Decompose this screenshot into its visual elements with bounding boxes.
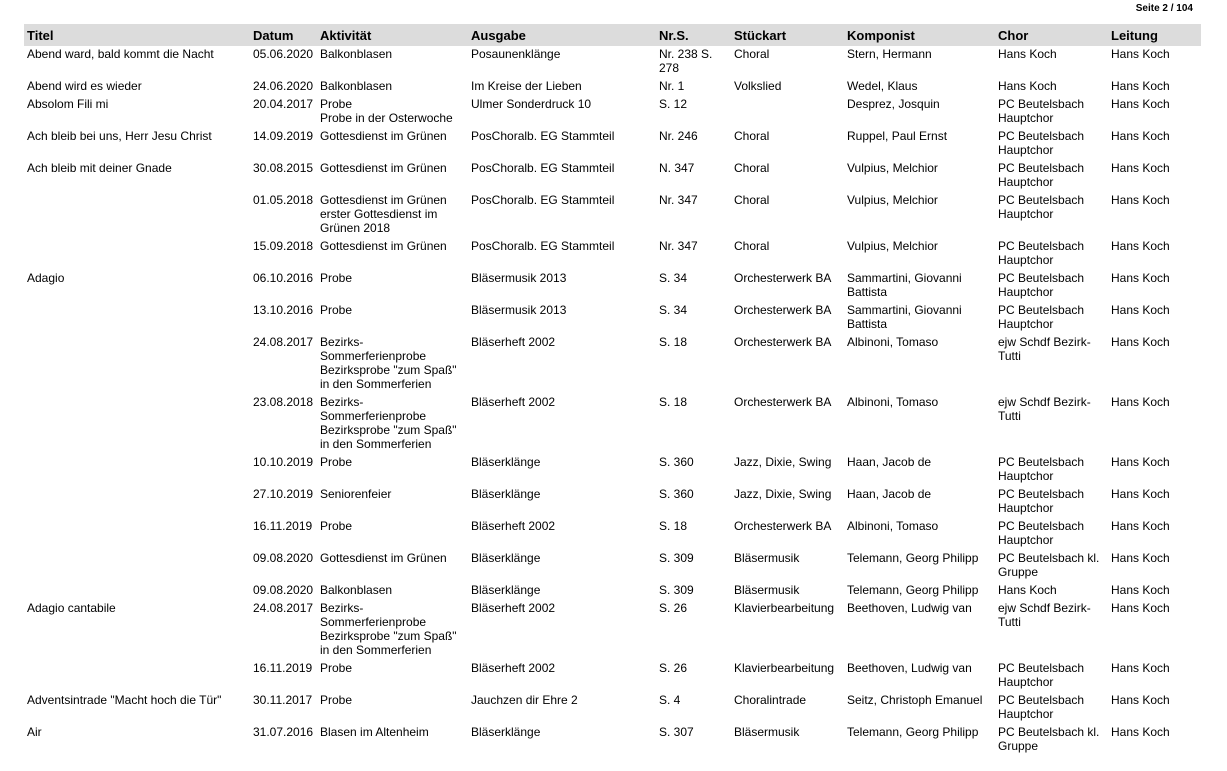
cell-leitung: Hans Koch bbox=[1111, 239, 1170, 253]
table-row[interactable] bbox=[24, 79, 1201, 97]
cell-ausgabe: PosChoralb. EG Stammteil bbox=[471, 161, 615, 175]
table-row[interactable] bbox=[24, 455, 1201, 487]
cell-nr-s: S. 360 bbox=[659, 487, 694, 501]
table-row[interactable] bbox=[24, 161, 1201, 193]
column-header-chor[interactable]: Chor bbox=[995, 24, 1108, 46]
cell-stueckart: Orchesterwerk BA bbox=[734, 271, 832, 285]
cell-ausgabe: Bläserklänge bbox=[471, 583, 541, 597]
cell-stueckart: Choralintrade bbox=[734, 693, 807, 707]
cell-titel: Adagio bbox=[27, 271, 65, 285]
column-header-stueckart[interactable]: Stückart bbox=[731, 24, 844, 46]
cell-leitung: Hans Koch bbox=[1111, 661, 1170, 675]
cell-ausgabe: Bläserklänge bbox=[471, 551, 541, 565]
cell-titel: Abend wird es wieder bbox=[27, 79, 142, 93]
table-header-row bbox=[24, 24, 1201, 46]
cell-leitung: Hans Koch bbox=[1111, 271, 1170, 285]
cell-stueckart: Klavierbearbeitung bbox=[734, 601, 835, 615]
cell-datum: 20.04.2017 bbox=[253, 97, 314, 111]
table-row[interactable] bbox=[24, 303, 1201, 335]
cell-titel bbox=[24, 661, 250, 693]
cell-nr-s: S. 34 bbox=[659, 303, 688, 317]
cell-chor: PC Beutelsbach Hauptchor bbox=[998, 661, 1085, 689]
cell-stueckart: Bläsermusik bbox=[734, 583, 800, 597]
cell-titel: Adventsintrade "Macht hoch die Tür" bbox=[27, 693, 222, 707]
cell-aktivitaet: Balkonblasen bbox=[320, 79, 393, 93]
cell-aktivitaet: Probe bbox=[320, 693, 353, 707]
cell-aktivitaet: Probe bbox=[320, 455, 353, 469]
cell-chor: PC Beutelsbach Hauptchor bbox=[998, 519, 1085, 547]
cell-ausgabe: Jauchzen dir Ehre 2 bbox=[471, 693, 578, 707]
cell-leitung: Hans Koch bbox=[1111, 161, 1170, 175]
cell-datum: 16.11.2019 bbox=[253, 519, 313, 533]
cell-datum: 09.08.2020 bbox=[253, 583, 314, 597]
table-row[interactable] bbox=[24, 693, 1201, 725]
cell-aktivitaet: Bezirks- Sommerferienprobe Bezirksprobe "zum Spaß" in den Sommerferien bbox=[320, 335, 457, 391]
cell-ausgabe: Posaunenklänge bbox=[471, 47, 561, 61]
cell-komponist: Beethoven, Ludwig van bbox=[847, 661, 972, 675]
cell-nr-s: S. 4 bbox=[659, 693, 681, 707]
cell-stueckart: Orchesterwerk BA bbox=[734, 335, 832, 349]
cell-stueckart: Choral bbox=[734, 161, 770, 175]
table-row[interactable] bbox=[24, 487, 1201, 519]
cell-komponist: Sammartini, Giovanni Battista bbox=[847, 303, 962, 331]
cell-aktivitaet: Bezirks- Sommerferienprobe Bezirksprobe "zum Spaß" in den Sommerferien bbox=[320, 395, 457, 451]
column-header-ausgabe[interactable]: Ausgabe bbox=[468, 24, 656, 46]
table-row[interactable] bbox=[24, 661, 1201, 693]
cell-komponist: Haan, Jacob de bbox=[847, 487, 932, 501]
cell-stueckart: Orchesterwerk BA bbox=[734, 519, 832, 533]
cell-chor: PC Beutelsbach kl. Gruppe bbox=[998, 551, 1100, 579]
cell-komponist: Vulpius, Melchior bbox=[847, 193, 938, 207]
cell-leitung: Hans Koch bbox=[1111, 693, 1170, 707]
cell-titel bbox=[24, 303, 250, 335]
column-header-leitung[interactable]: Leitung bbox=[1108, 24, 1201, 46]
cell-stueckart: Volkslied bbox=[734, 79, 782, 93]
cell-leitung: Hans Koch bbox=[1111, 193, 1170, 207]
cell-nr-s: S. 18 bbox=[659, 335, 688, 349]
cell-nr-s: Nr. 238 S. 278 bbox=[659, 47, 713, 75]
cell-leitung: Hans Koch bbox=[1111, 519, 1170, 533]
cell-titel: Abend ward, bald kommt die Nacht bbox=[27, 47, 214, 61]
cell-leitung: Hans Koch bbox=[1111, 97, 1170, 111]
cell-datum: 05.06.2020 bbox=[253, 47, 314, 61]
cell-ausgabe: PosChoralb. EG Stammteil bbox=[471, 193, 615, 207]
cell-titel: Adagio cantabile bbox=[27, 601, 116, 615]
cell-nr-s: S. 360 bbox=[659, 455, 694, 469]
cell-datum: 13.10.2016 bbox=[253, 303, 314, 317]
cell-chor: PC Beutelsbach Hauptchor bbox=[998, 693, 1085, 721]
cell-nr-s: S. 26 bbox=[659, 661, 688, 675]
cell-aktivitaet: Gottesdienst im Grünen bbox=[320, 551, 447, 565]
cell-chor: PC Beutelsbach Hauptchor bbox=[998, 239, 1085, 267]
cell-chor: PC Beutelsbach Hauptchor bbox=[998, 455, 1085, 483]
table-row[interactable] bbox=[24, 551, 1201, 583]
cell-datum: 30.11.2017 bbox=[253, 693, 313, 707]
cell-aktivitaet: Probe bbox=[320, 271, 353, 285]
cell-stueckart: Orchesterwerk BA bbox=[734, 303, 832, 317]
cell-chor: PC Beutelsbach Hauptchor bbox=[998, 487, 1085, 515]
cell-leitung: Hans Koch bbox=[1111, 551, 1170, 565]
cell-ausgabe: Bläserheft 2002 bbox=[471, 335, 556, 349]
cell-komponist: Vulpius, Melchior bbox=[847, 239, 938, 253]
cell-ausgabe: Bläserklänge bbox=[471, 487, 541, 501]
cell-titel bbox=[24, 583, 250, 601]
cell-leitung: Hans Koch bbox=[1111, 455, 1170, 469]
cell-leitung: Hans Koch bbox=[1111, 47, 1170, 61]
cell-leitung: Hans Koch bbox=[1111, 725, 1170, 739]
table-row[interactable] bbox=[24, 193, 1201, 239]
table-row[interactable] bbox=[24, 239, 1201, 271]
cell-leitung: Hans Koch bbox=[1111, 601, 1170, 615]
cell-aktivitaet: Seniorenfeier bbox=[320, 487, 392, 501]
column-header-datum[interactable]: Datum bbox=[250, 24, 317, 46]
cell-nr-s: N. 347 bbox=[659, 161, 695, 175]
cell-chor: PC Beutelsbach Hauptchor bbox=[998, 129, 1085, 157]
cell-datum: 24.08.2017 bbox=[253, 335, 314, 349]
cell-leitung: Hans Koch bbox=[1111, 487, 1170, 501]
cell-nr-s: S. 309 bbox=[659, 583, 694, 597]
cell-datum: 16.11.2019 bbox=[253, 661, 313, 675]
cell-chor: PC Beutelsbach Hauptchor bbox=[998, 193, 1085, 221]
cell-stueckart: Choral bbox=[734, 47, 770, 61]
table-row[interactable] bbox=[24, 97, 1201, 129]
cell-leitung: Hans Koch bbox=[1111, 335, 1170, 349]
cell-aktivitaet: Balkonblasen bbox=[320, 47, 393, 61]
cell-komponist: Stern, Hermann bbox=[847, 47, 932, 61]
cell-ausgabe: Bläsermusik 2013 bbox=[471, 271, 567, 285]
cell-titel bbox=[24, 551, 250, 583]
cell-ausgabe: Im Kreise der Lieben bbox=[471, 79, 582, 93]
cell-chor: ejw Schdf Bezirk- Tutti bbox=[998, 601, 1091, 629]
cell-stueckart: Orchesterwerk BA bbox=[734, 395, 832, 409]
cell-komponist: Seitz, Christoph Emanuel bbox=[847, 693, 983, 707]
table-row[interactable] bbox=[24, 271, 1201, 303]
cell-komponist: Albinoni, Tomaso bbox=[847, 519, 939, 533]
cell-komponist: Ruppel, Paul Ernst bbox=[847, 129, 948, 143]
cell-chor: Hans Koch bbox=[998, 583, 1057, 597]
cell-titel bbox=[24, 395, 250, 455]
cell-datum: 31.07.2016 bbox=[253, 725, 314, 739]
cell-datum: 14.09.2019 bbox=[253, 129, 314, 143]
cell-ausgabe: PosChoralb. EG Stammteil bbox=[471, 129, 615, 143]
page-number: Seite 2 / 104 bbox=[1135, 3, 1193, 14]
cell-ausgabe: Bläserheft 2002 bbox=[471, 395, 556, 409]
cell-datum: 24.06.2020 bbox=[253, 79, 314, 93]
cell-ausgabe: Ulmer Sonderdruck 10 bbox=[471, 97, 592, 111]
cell-nr-s: Nr. 347 bbox=[659, 193, 698, 207]
repertoire-table bbox=[24, 24, 1201, 757]
table-row[interactable] bbox=[24, 601, 1201, 661]
cell-nr-s: S. 307 bbox=[659, 725, 694, 739]
cell-ausgabe: PosChoralb. EG Stammteil bbox=[471, 239, 615, 253]
cell-titel bbox=[24, 239, 250, 271]
cell-datum: 10.10.2019 bbox=[253, 455, 314, 469]
cell-nr-s: Nr. 347 bbox=[659, 239, 698, 253]
cell-aktivitaet: Probe bbox=[320, 519, 353, 533]
cell-datum: 24.08.2017 bbox=[253, 601, 314, 615]
column-header-nr-s[interactable]: Nr.S. bbox=[656, 24, 731, 46]
cell-nr-s: S. 34 bbox=[659, 271, 688, 285]
cell-chor: Hans Koch bbox=[998, 47, 1057, 61]
cell-komponist: Beethoven, Ludwig van bbox=[847, 601, 972, 615]
cell-chor: ejw Schdf Bezirk- Tutti bbox=[998, 395, 1091, 423]
cell-komponist: Telemann, Georg Philipp bbox=[847, 583, 979, 597]
table-row[interactable] bbox=[24, 335, 1201, 395]
cell-titel bbox=[24, 487, 250, 519]
cell-komponist: Vulpius, Melchior bbox=[847, 161, 938, 175]
cell-nr-s: S. 12 bbox=[659, 97, 688, 111]
table-row[interactable] bbox=[24, 725, 1201, 757]
cell-titel: Absolom Fili mi bbox=[27, 97, 109, 111]
cell-datum: 15.09.2018 bbox=[253, 239, 314, 253]
cell-leitung: Hans Koch bbox=[1111, 583, 1170, 597]
cell-stueckart: Jazz, Dixie, Swing bbox=[734, 487, 832, 501]
table-row[interactable] bbox=[24, 519, 1201, 551]
cell-komponist: Sammartini, Giovanni Battista bbox=[847, 271, 962, 299]
cell-aktivitaet: Bezirks- Sommerferienprobe Bezirksprobe "zum Spaß" in den Sommerferien bbox=[320, 601, 457, 657]
cell-aktivitaet: Gottesdienst im Grünen bbox=[320, 161, 447, 175]
cell-stueckart: Choral bbox=[734, 193, 770, 207]
cell-komponist: Albinoni, Tomaso bbox=[847, 335, 939, 349]
cell-stueckart: Jazz, Dixie, Swing bbox=[734, 455, 832, 469]
cell-stueckart: Klavierbearbeitung bbox=[734, 661, 835, 675]
cell-komponist: Telemann, Georg Philipp bbox=[847, 725, 979, 739]
cell-aktivitaet: Gottesdienst im Grünen erster Gottesdienst im Grünen 2018 bbox=[320, 193, 447, 235]
table-row[interactable] bbox=[24, 583, 1201, 601]
cell-aktivitaet: Balkonblasen bbox=[320, 583, 393, 597]
cell-titel: Ach bleib mit deiner Gnade bbox=[27, 161, 172, 175]
cell-ausgabe: Bläsermusik 2013 bbox=[471, 303, 567, 317]
cell-datum: 27.10.2019 bbox=[253, 487, 314, 501]
cell-komponist: Telemann, Georg Philipp bbox=[847, 551, 979, 565]
cell-titel bbox=[24, 519, 250, 551]
cell-chor: ejw Schdf Bezirk- Tutti bbox=[998, 335, 1091, 363]
cell-chor: PC Beutelsbach Hauptchor bbox=[998, 97, 1085, 125]
cell-nr-s: S. 18 bbox=[659, 395, 688, 409]
cell-nr-s: S. 18 bbox=[659, 519, 688, 533]
cell-stueckart: Bläsermusik bbox=[734, 551, 800, 565]
cell-ausgabe: Bläserheft 2002 bbox=[471, 519, 556, 533]
cell-nr-s: S. 309 bbox=[659, 551, 694, 565]
cell-stueckart: Choral bbox=[734, 129, 770, 143]
cell-datum: 01.05.2018 bbox=[253, 193, 314, 207]
cell-titel: Ach bleib bei uns, Herr Jesu Christ bbox=[27, 129, 212, 143]
column-header-titel[interactable]: Titel bbox=[24, 24, 250, 46]
cell-aktivitaet: Probe bbox=[320, 661, 353, 675]
table-body bbox=[24, 46, 1201, 757]
cell-titel: Air bbox=[27, 725, 42, 739]
cell-chor: PC Beutelsbach kl. Gruppe bbox=[998, 725, 1100, 753]
cell-ausgabe: Bläserklänge bbox=[471, 455, 541, 469]
table-row[interactable] bbox=[24, 46, 1201, 79]
cell-datum: 09.08.2020 bbox=[253, 551, 314, 565]
cell-chor: PC Beutelsbach Hauptchor bbox=[998, 161, 1085, 189]
cell-titel bbox=[24, 335, 250, 395]
column-header-komponist[interactable]: Komponist bbox=[844, 24, 995, 46]
cell-ausgabe: Bläserheft 2002 bbox=[471, 661, 556, 675]
cell-chor: Hans Koch bbox=[998, 79, 1057, 93]
cell-aktivitaet: Blasen im Altenheim bbox=[320, 725, 429, 739]
cell-stueckart: Bläsermusik bbox=[734, 725, 800, 739]
cell-leitung: Hans Koch bbox=[1111, 303, 1170, 317]
cell-komponist: Albinoni, Tomaso bbox=[847, 395, 939, 409]
cell-datum: 30.08.2015 bbox=[253, 161, 314, 175]
cell-datum: 06.10.2016 bbox=[253, 271, 314, 285]
cell-aktivitaet: Gottesdienst im Grünen bbox=[320, 239, 447, 253]
cell-ausgabe: Bläserheft 2002 bbox=[471, 601, 556, 615]
cell-titel bbox=[24, 193, 250, 239]
column-header-aktivitaet[interactable]: Aktivität bbox=[317, 24, 468, 46]
cell-aktivitaet: Probe bbox=[320, 303, 353, 317]
cell-leitung: Hans Koch bbox=[1111, 129, 1170, 143]
cell-aktivitaet: Probe Probe in der Osterwoche bbox=[320, 97, 453, 125]
cell-nr-s: Nr. 246 bbox=[659, 129, 698, 143]
cell-leitung: Hans Koch bbox=[1111, 79, 1170, 93]
cell-leitung: Hans Koch bbox=[1111, 395, 1170, 409]
cell-komponist: Desprez, Josquin bbox=[847, 97, 940, 111]
cell-komponist: Haan, Jacob de bbox=[847, 455, 932, 469]
table-row[interactable] bbox=[24, 129, 1201, 161]
cell-stueckart bbox=[731, 97, 844, 129]
cell-ausgabe: Bläserklänge bbox=[471, 725, 541, 739]
cell-komponist: Wedel, Klaus bbox=[847, 79, 918, 93]
cell-stueckart: Choral bbox=[734, 239, 770, 253]
cell-chor: PC Beutelsbach Hauptchor bbox=[998, 271, 1085, 299]
cell-nr-s: S. 26 bbox=[659, 601, 688, 615]
cell-chor: PC Beutelsbach Hauptchor bbox=[998, 303, 1085, 331]
cell-nr-s: Nr. 1 bbox=[659, 79, 685, 93]
table-row[interactable] bbox=[24, 395, 1201, 455]
cell-aktivitaet: Gottesdienst im Grünen bbox=[320, 129, 447, 143]
cell-titel bbox=[24, 455, 250, 487]
cell-datum: 23.08.2018 bbox=[253, 395, 314, 409]
